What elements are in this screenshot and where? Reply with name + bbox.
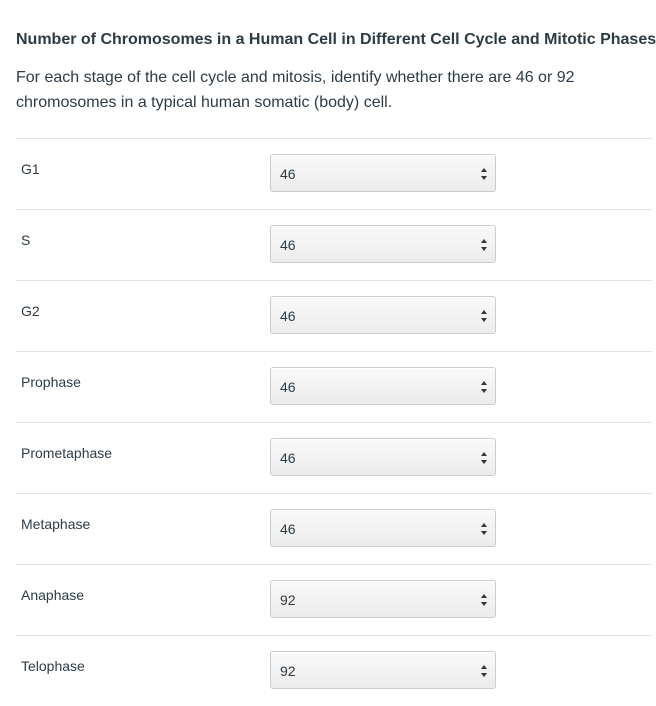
- selected-value: 92: [280, 663, 296, 679]
- selected-value: 92: [280, 592, 296, 608]
- chromosome-count-select[interactable]: [270, 509, 496, 547]
- row-label: Metaphase: [21, 516, 91, 532]
- answer-row-g2: [16, 280, 652, 351]
- up-down-arrow-icon: [481, 168, 487, 180]
- chromosome-count-select[interactable]: [270, 154, 496, 192]
- up-down-arrow-icon: [481, 239, 487, 251]
- selected-value: 46: [280, 237, 296, 253]
- answer-row-telophase: [16, 635, 652, 706]
- up-down-arrow-icon: [481, 381, 487, 393]
- up-down-arrow-icon: [481, 523, 487, 535]
- answer-row-prophase: [16, 351, 652, 422]
- selected-value: 46: [280, 450, 296, 466]
- row-label: G1: [21, 161, 40, 177]
- row-label: Anaphase: [21, 587, 85, 603]
- question-text: For each stage of the cell cycle and mitosis, identify whether there are 46 or 92 chromosomes in a typical human somatic (body) cell.: [16, 69, 575, 111]
- row-label: G2: [21, 303, 40, 319]
- chromosome-count-select[interactable]: [270, 438, 496, 476]
- answer-row-metaphase: [16, 493, 652, 564]
- up-down-arrow-icon: [481, 452, 487, 464]
- answer-row-prometaphase: [16, 422, 652, 493]
- chromosome-count-select[interactable]: [270, 367, 496, 405]
- selected-value: 46: [280, 308, 296, 324]
- row-label: Prometaphase: [21, 445, 113, 461]
- question-title: Number of Chromosomes in a Human Cell in Different Cell Cycle and Mitotic Phases: [16, 31, 656, 48]
- answer-row-s: [16, 209, 652, 280]
- chromosome-count-select[interactable]: [270, 580, 496, 618]
- chromosome-count-select[interactable]: [270, 296, 496, 334]
- answer-row-anaphase: [16, 564, 652, 635]
- answer-row-g1: [16, 138, 652, 209]
- chromosome-count-select[interactable]: [270, 651, 496, 689]
- selected-value: 46: [280, 166, 296, 182]
- chromosome-count-select[interactable]: [270, 225, 496, 263]
- selected-value: 46: [280, 379, 296, 395]
- up-down-arrow-icon: [481, 310, 487, 322]
- up-down-arrow-icon: [481, 594, 487, 606]
- row-label: Telophase: [21, 658, 85, 674]
- answer-list: [16, 138, 652, 706]
- up-down-arrow-icon: [481, 665, 487, 677]
- row-label: S: [21, 232, 31, 248]
- selected-value: 46: [280, 521, 296, 537]
- row-label: Prophase: [21, 374, 81, 390]
